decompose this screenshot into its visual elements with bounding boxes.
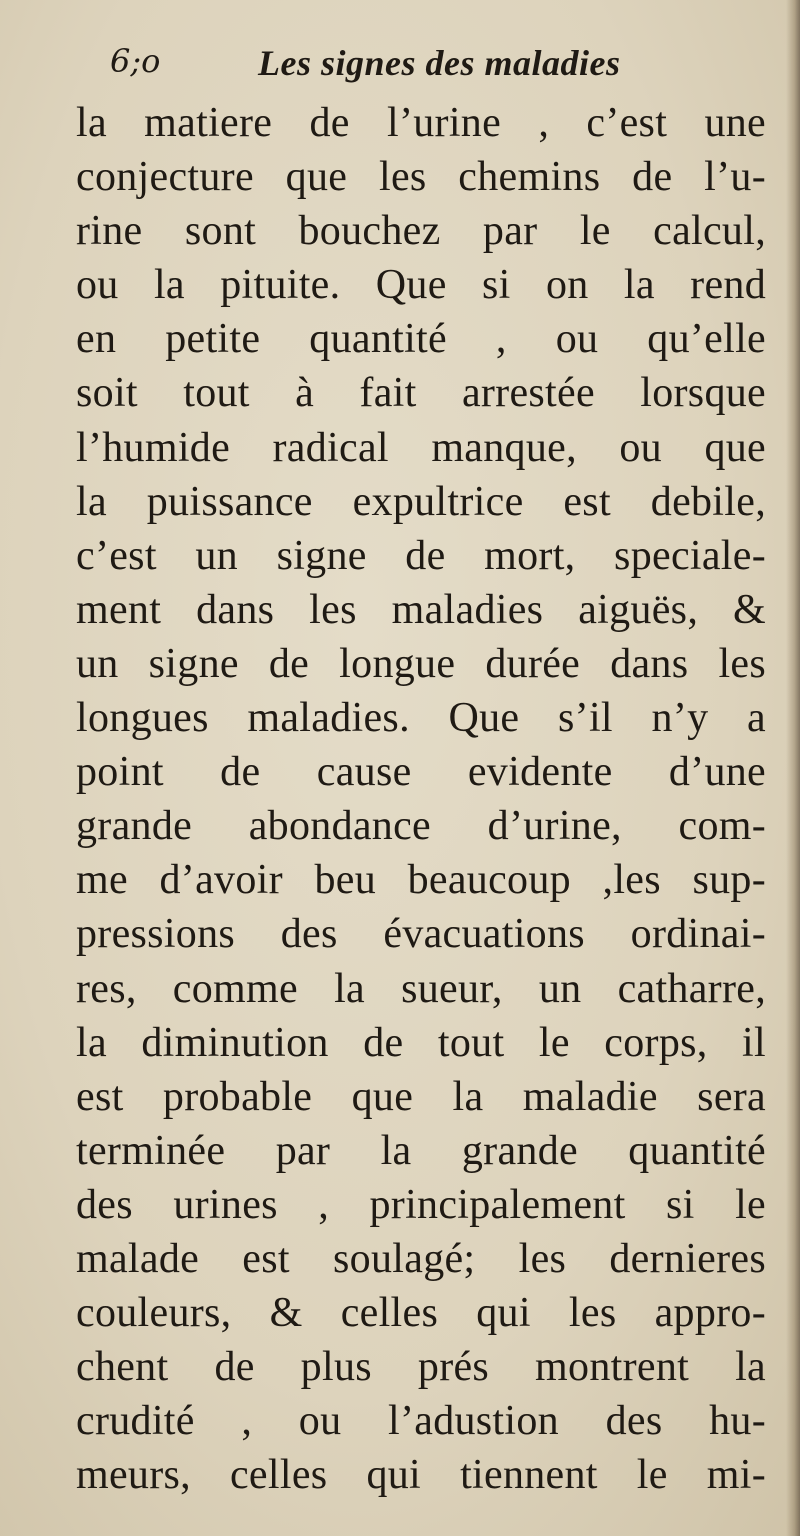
text-line: soit tout à fait arrestée lorsque — [76, 370, 766, 417]
text-line: longues maladies. Que s’il n’y a — [76, 695, 766, 742]
text-line: la matiere de l’urine , c’est une — [76, 100, 766, 146]
text-line: pressions des évacuations ordinai- — [76, 911, 766, 958]
text-line: rine sont bouchez par le calcul, — [76, 208, 766, 255]
running-head — [110, 42, 710, 96]
text-line: c’est un signe de mort, speciale- — [76, 532, 766, 579]
text-line: ment dans les maladies aiguës, & — [76, 586, 766, 633]
text-line: couleurs, & celles qui les appro- — [76, 1290, 766, 1337]
running-title: Les signes des maladies — [258, 43, 621, 83]
text-line: des urines , principalement si le — [76, 1181, 766, 1228]
text-line: res, comme la sueur, un catharre, — [76, 965, 766, 1012]
page-number: 6;o — [110, 42, 161, 80]
page-edge-shadow — [786, 0, 800, 1536]
text-line: malade est soulagé; les dernieres — [76, 1235, 766, 1282]
text-line: meurs, celles qui tiennent le mi- — [76, 1452, 766, 1499]
text-line: l’humide radical manque, ou que — [76, 424, 766, 471]
body-text — [76, 96, 766, 1502]
text-line: chent de plus prés montrent la — [76, 1344, 766, 1391]
text-line: crudité , ou l’adustion des hu- — [76, 1398, 766, 1445]
text-line: la diminution de tout le corps, il — [76, 1019, 766, 1066]
text-line: un signe de longue durée dans les — [76, 640, 766, 687]
text-line: la puissance expultrice est debile, — [76, 478, 766, 525]
text-line: est probable que la maladie sera — [76, 1073, 766, 1120]
text-line: en petite quantité , ou qu’elle — [76, 316, 766, 363]
text-line: ou la pituite. Que si on la rend — [76, 262, 766, 309]
text-line: me d’avoir beu beaucoup ,les sup- — [76, 857, 766, 904]
text-line: grande abondance d’urine, com- — [76, 803, 766, 850]
text-line: terminée par la grande quantité — [76, 1127, 766, 1174]
text-line: point de cause evidente d’une — [76, 749, 766, 796]
text-line: conjecture que les chemins de l’u- — [76, 154, 766, 201]
